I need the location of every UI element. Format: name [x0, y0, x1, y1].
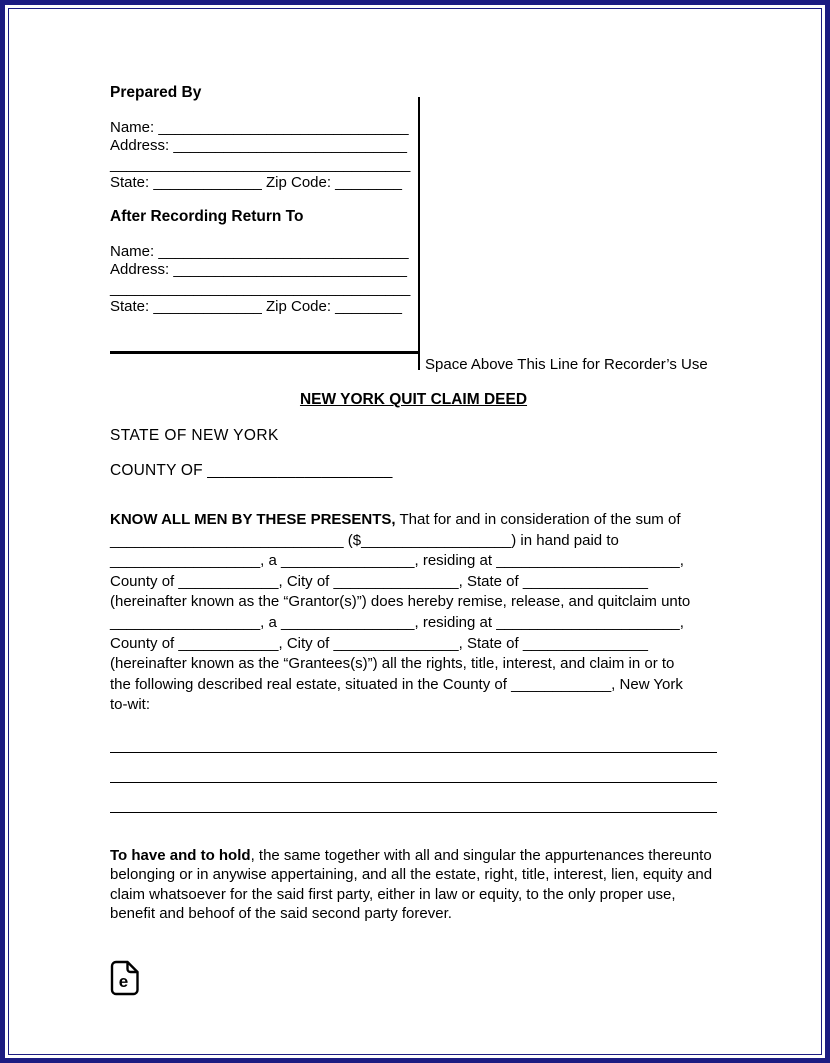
deed-line-to-wit: to-wit:	[110, 696, 151, 714]
presents-clause-rest: That for and in consideration of the sum of	[395, 511, 681, 528]
prepared-by-address-line: Address: ____________________________	[110, 137, 407, 155]
deed-line-real-estate: the following described real estate, situated in the County of ____________, New York	[110, 675, 683, 693]
return-to-state-zip-line: State: _____________ Zip Code: ________	[110, 298, 402, 316]
habendum-rest: , the same together with all and singular the appurtenances thereunto belonging or in anywise appertaining, and all the estate, right, title, interest, lien, equity and claim whatsoever for the said first party, either in law or equity, to the only proper use, benefit and behoof of the said second party forever.	[110, 847, 713, 922]
eforms-logo-letter: e	[118, 972, 129, 991]
prepared-by-name-line: Name: ______________________________	[110, 118, 409, 136]
description-blank-line-3	[110, 812, 717, 813]
recorder-note: Space Above This Line for Recorder’s Use	[425, 356, 708, 373]
return-to-address-line-2: ____________________________________	[110, 279, 411, 297]
eforms-logo-icon	[110, 960, 140, 996]
deed-line-grantor-residence: __________________, a ________________, residing at ______________________,	[110, 552, 684, 570]
habendum-clause	[110, 846, 724, 923]
habendum-bold: To have and to hold	[110, 847, 251, 864]
recorder-vertical-divider	[418, 97, 420, 370]
state-line: STATE OF NEW YORK	[110, 427, 279, 444]
county-line: COUNTY OF _____________________	[110, 462, 393, 479]
deed-line-grantor-clause: (hereinafter known as the “Grantor(s)”) does hereby remise, release, and quitclaim unto	[110, 593, 691, 611]
description-blank-line-1	[110, 752, 717, 753]
deed-line-grantee-residence: __________________, a ________________, residing at ______________________,	[110, 613, 684, 631]
description-blank-line-2	[110, 782, 717, 783]
recorder-horizontal-divider	[110, 351, 420, 354]
prepared-by-title: Prepared By	[110, 84, 202, 101]
presents-clause: KNOW ALL MEN BY THESE PRESENTS,	[110, 511, 396, 528]
recorder-header	[110, 84, 422, 317]
deed-intro-line	[110, 510, 750, 531]
deed-paragraph	[110, 510, 750, 716]
eforms-logo	[110, 960, 140, 996]
prepared-by-address-line-2: ____________________________________	[110, 155, 411, 173]
deed-line-grantee-clause: (hereinafter known as the “Grantees(s)”) all the rights, title, interest, and claim in or to	[110, 655, 675, 673]
return-to-address-line: Address: ____________________________	[110, 261, 407, 279]
return-to-name-line: Name: ______________________________	[110, 242, 409, 260]
deed-line-grantee-location: County of ____________, City of _______________, State of _______________	[110, 634, 648, 652]
deed-line-grantor-location: County of ____________, City of _______________, State of _______________	[110, 572, 648, 590]
deed-line-consideration: ____________________________ ($__________________) in hand paid to	[110, 531, 619, 549]
document-title: NEW YORK QUIT CLAIM DEED	[299, 391, 528, 408]
prepared-by-state-zip-line: State: _____________ Zip Code: ________	[110, 174, 402, 192]
return-to-title: After Recording Return To	[110, 207, 304, 225]
